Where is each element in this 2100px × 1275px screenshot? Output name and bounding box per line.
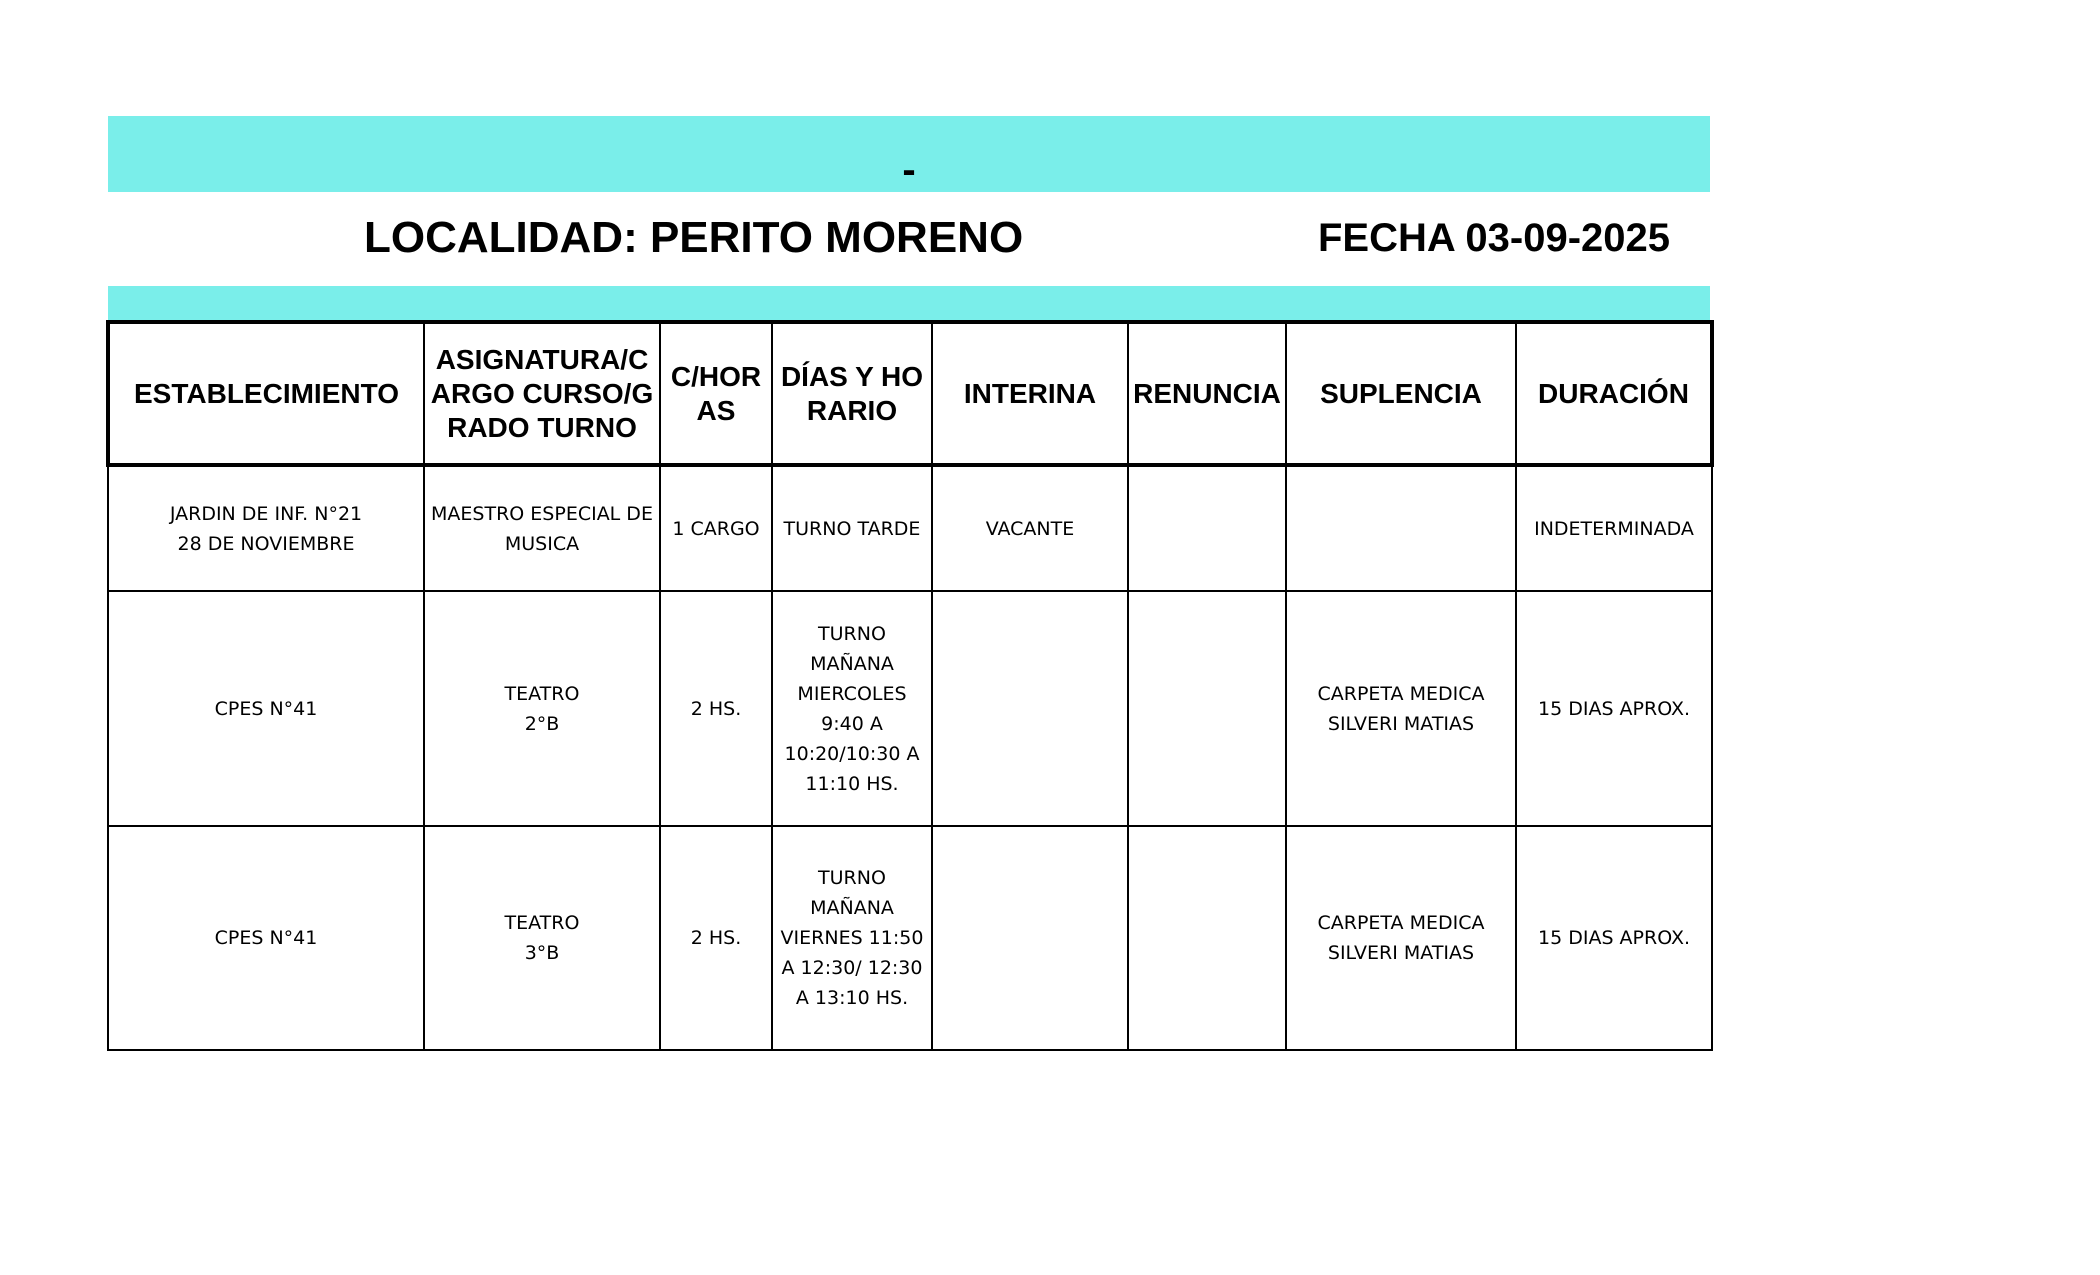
- cell-duracion: 15 DIAS APROX.: [1516, 826, 1712, 1050]
- cell-duracion: 15 DIAS APROX.: [1516, 591, 1712, 826]
- cell-renuncia: [1128, 826, 1286, 1050]
- table-header-row: [108, 322, 1712, 465]
- cell-asignatura: TEATRO 2°B: [424, 591, 660, 826]
- cell-interina: VACANTE: [932, 465, 1128, 591]
- cell-renuncia: [1128, 465, 1286, 591]
- table-row: [108, 826, 1712, 1050]
- header-renuncia: RENUNCIA: [1128, 322, 1286, 465]
- header-duracion: DURACIÓN: [1516, 322, 1712, 465]
- cell-suplencia: CARPETA MEDICA SILVERI MATIAS: [1286, 591, 1516, 826]
- header-asignatura: ASIGNATURA/CARGO CURSO/GRADO TURNO: [424, 322, 660, 465]
- cell-interina: [932, 826, 1128, 1050]
- cell-duracion: INDETERMINADA: [1516, 465, 1712, 591]
- vacancies-table: [106, 320, 1714, 1051]
- cell-horas: 1 CARGO: [660, 465, 772, 591]
- cell-suplencia: [1286, 465, 1516, 591]
- header-suplencia: SUPLENCIA: [1286, 322, 1516, 465]
- cell-renuncia: [1128, 591, 1286, 826]
- cell-horas: 2 HS.: [660, 826, 772, 1050]
- middle-band: [108, 286, 1710, 320]
- cell-dias-horario: TURNO MAÑANA MIERCOLES 9:40 A 10:20/10:30 A 11:10 HS.: [772, 591, 932, 826]
- cell-interina: [932, 591, 1128, 826]
- cell-asignatura: TEATRO 3°B: [424, 826, 660, 1050]
- header-establecimiento: ESTABLECIMIENTO: [108, 322, 424, 465]
- table-row: [108, 465, 1712, 591]
- cell-establecimiento: CPES N°41: [108, 591, 424, 826]
- cell-dias-horario: TURNO TARDE: [772, 465, 932, 591]
- table-row: [108, 591, 1712, 826]
- band-dash: -: [902, 148, 916, 192]
- header-horas: C/HORAS: [660, 322, 772, 465]
- localidad-title: LOCALIDAD: PERITO MORENO: [364, 213, 1024, 262]
- top-band: [108, 116, 1710, 192]
- cell-dias-horario: TURNO MAÑANA VIERNES 11:50 A 12:30/ 12:30 A 13:10 HS.: [772, 826, 932, 1050]
- fecha-title: FECHA 03-09-2025: [1318, 216, 1671, 260]
- cell-suplencia: CARPETA MEDICA SILVERI MATIAS: [1286, 826, 1516, 1050]
- header-interina: INTERINA: [932, 322, 1128, 465]
- cell-establecimiento: JARDIN DE INF. N°21 28 DE NOVIEMBRE: [108, 465, 424, 591]
- cell-asignatura: MAESTRO ESPECIAL DE MUSICA: [424, 465, 660, 591]
- header-dias-horario: DÍAS Y HORARIO: [772, 322, 932, 465]
- cell-establecimiento: CPES N°41: [108, 826, 424, 1050]
- cell-horas: 2 HS.: [660, 591, 772, 826]
